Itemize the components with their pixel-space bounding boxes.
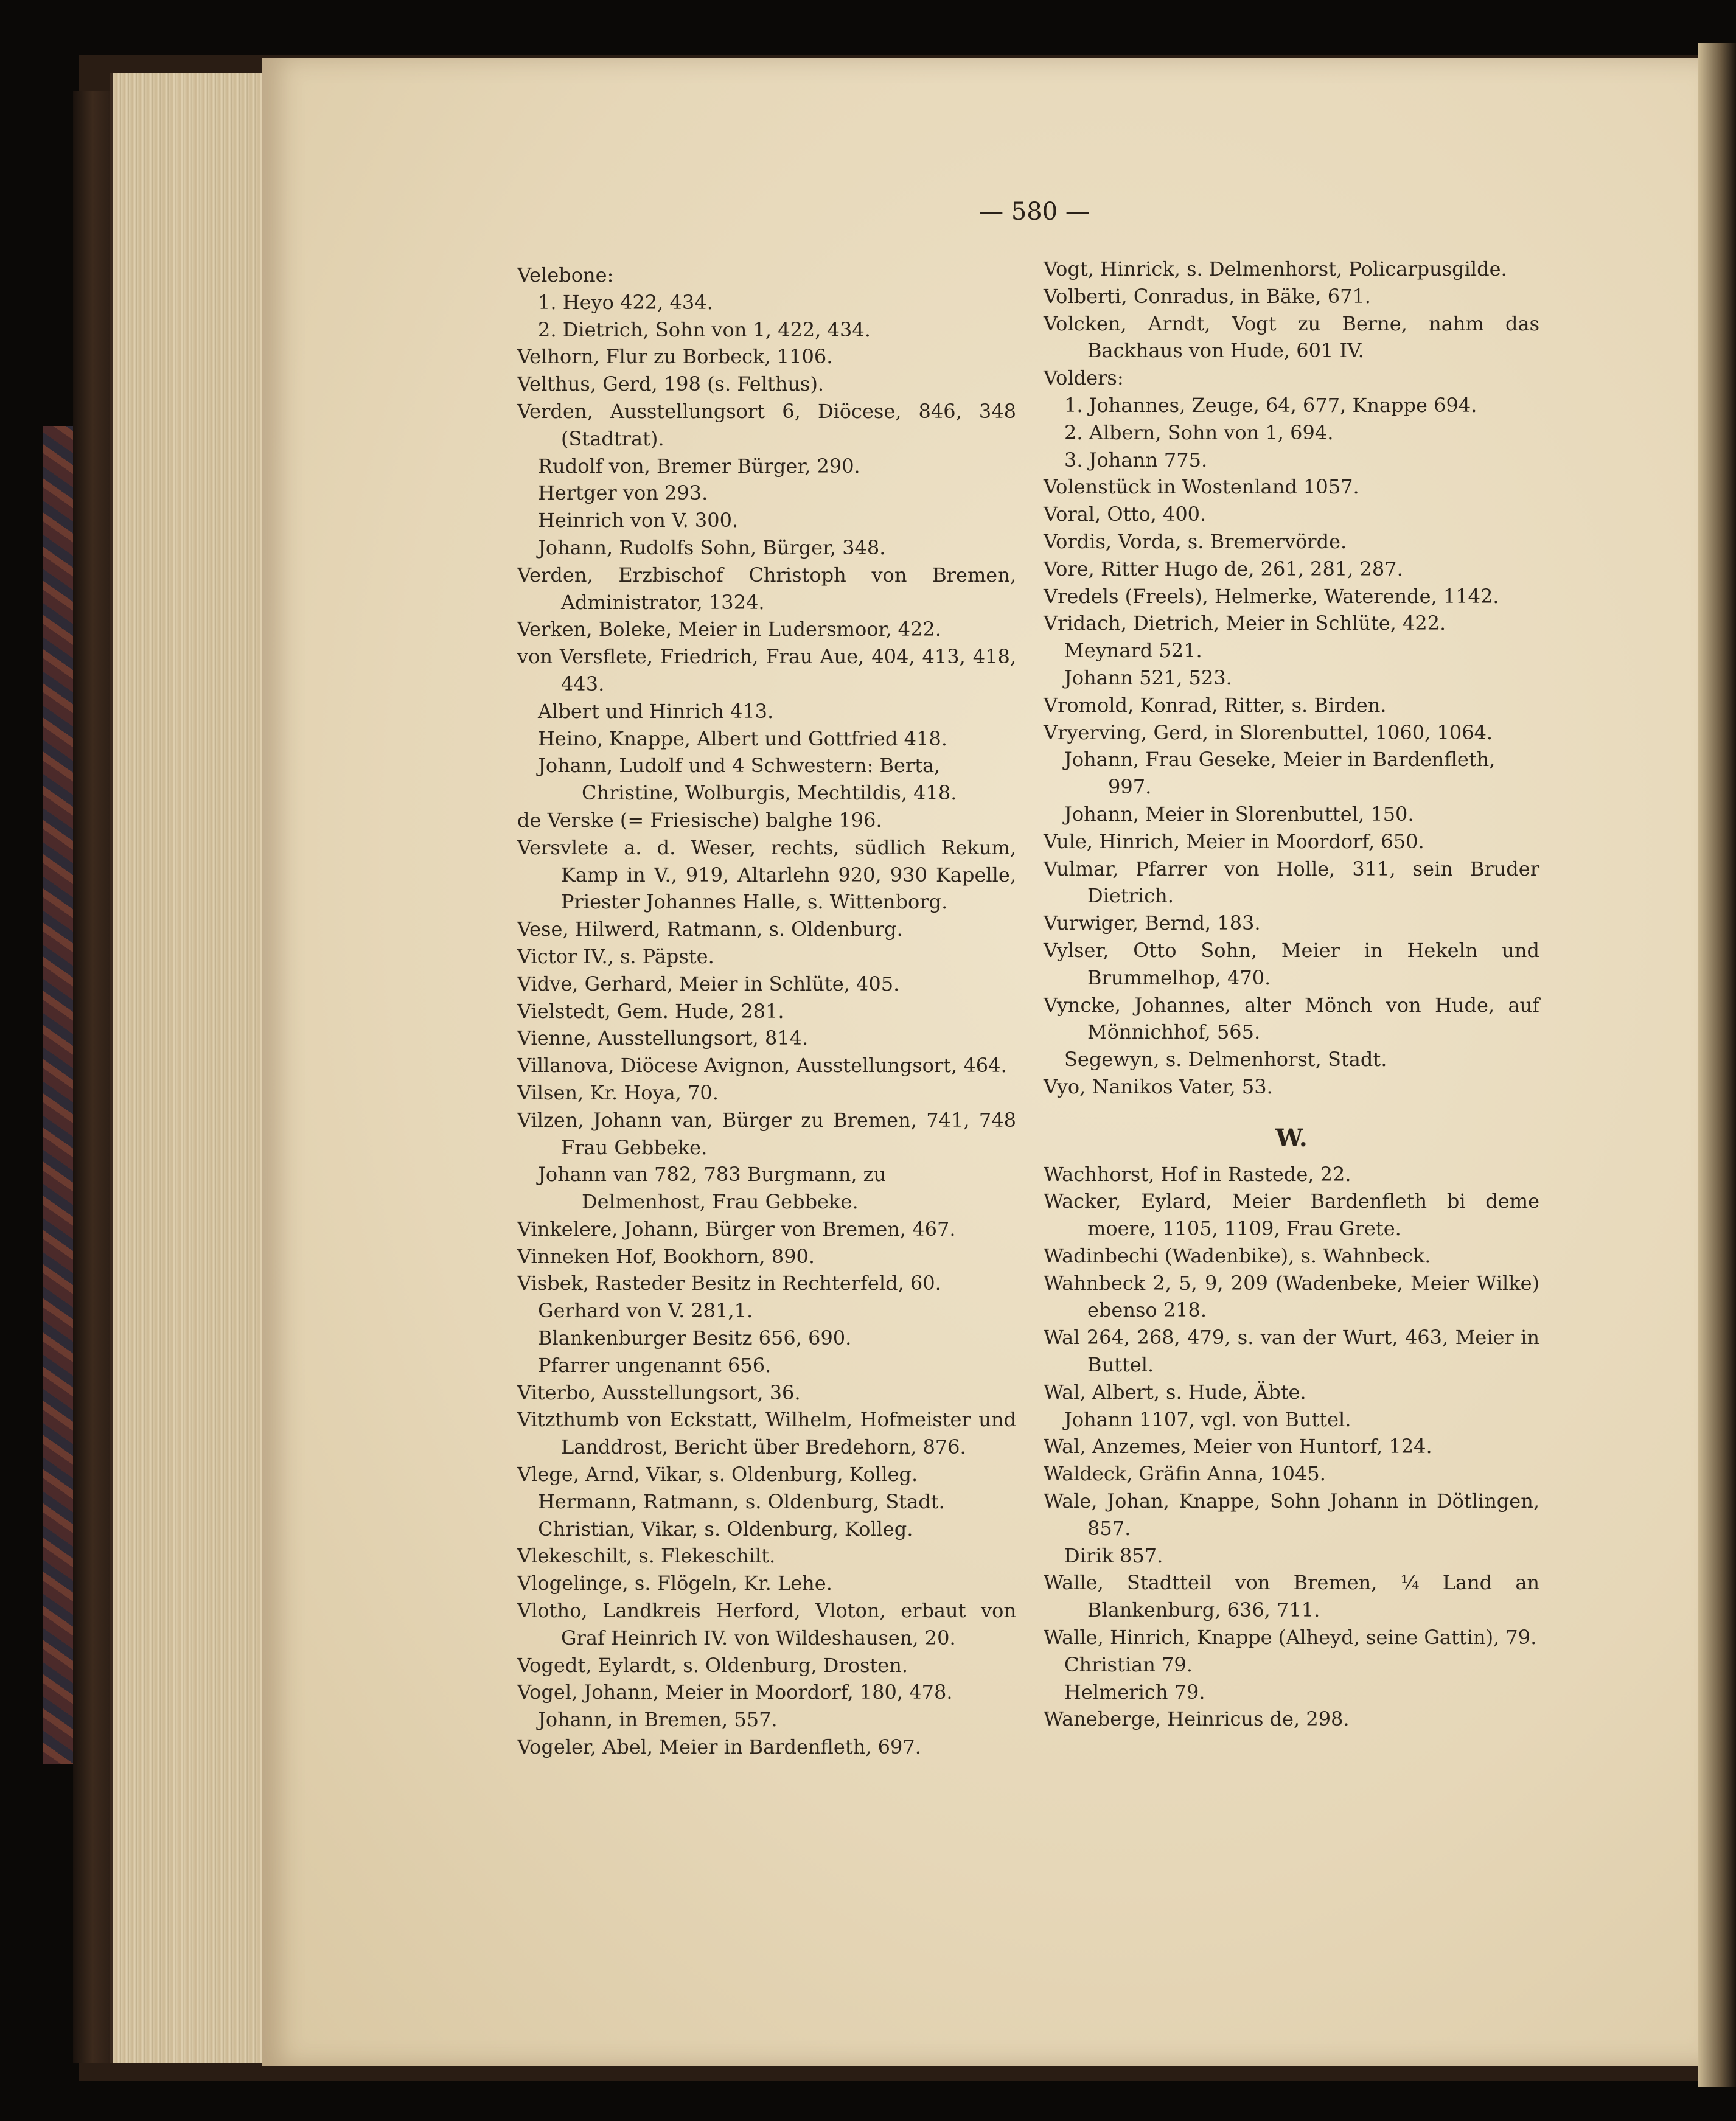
index-entry: Vinneken Hof, Bookhorn, 890.: [517, 1244, 815, 1268]
index-entry: Wal 264, 268, 479, s. van der Wurt, 463, Meier in Buttel.: [1044, 1326, 1539, 1377]
index-entry: Vienne, Ausstellungsort, 814.: [517, 1026, 809, 1050]
index-entry: Wachhorst, Hof in Rastede, 22.: [1044, 1162, 1351, 1186]
index-subentry: Meynard 521.: [1064, 639, 1202, 663]
index-subentry: Gerhard von V. 281,1.: [538, 1299, 753, 1323]
index-subentry: Blankenburger Besitz 656, 690.: [538, 1326, 852, 1350]
index-entry: de Verske (= Friesische) balghe 196.: [517, 808, 882, 832]
index-entry: Vilzen, Johann van, Bürger zu Bremen, 741, 748 Frau Gebbeke.: [517, 1108, 1016, 1159]
index-entry: Volcken, Arndt, Vogt zu Berne, nahm das Backhaus von Hude, 601 IV.: [1044, 312, 1539, 363]
index-entry: Walle, Hinrich, Knappe (Alheyd, seine Gattin), 79.: [1044, 1626, 1537, 1649]
index-entry: Wal, Anzemes, Meier von Huntorf, 124.: [1044, 1435, 1432, 1458]
index-entry: Villanova, Diöcese Avignon, Ausstellungsort, 464.: [517, 1054, 1007, 1078]
index-entry: Vogeler, Abel, Meier in Bardenfleth, 697.: [517, 1735, 921, 1759]
index-entry: Wacker, Eylard, Meier Bardenfleth bi deme moere, 1105, 1109, Frau Grete.: [1044, 1189, 1539, 1241]
page-number: — 580 —: [979, 198, 1090, 226]
facing-page-edge: [1698, 43, 1736, 2087]
index-subentry: Johann, in Bremen, 557.: [538, 1708, 778, 1732]
index-entry: Wal, Albert, s. Hude, Äbte.: [1044, 1380, 1306, 1404]
index-entry: Vylser, Otto Sohn, Meier in Hekeln und Brummelhop, 470.: [1044, 938, 1539, 989]
index-column-left: [517, 262, 1016, 1761]
index-entry: Vinkelere, Johann, Bürger von Bremen, 467.: [517, 1217, 956, 1241]
index-entry: Vlotho, Landkreis Herford, Vloton, erbaut von Graf Heinrich IV. von Wildeshausen, 20.: [517, 1599, 1016, 1649]
index-entry: Vidve, Gerhard, Meier in Schlüte, 405.: [517, 972, 900, 995]
index-subentry: Christian 79.: [1064, 1653, 1193, 1676]
index-entry: Vielstedt, Gem. Hude, 281.: [517, 999, 784, 1023]
index-entry: Vogel, Johann, Meier in Moordorf, 180, 478.: [517, 1680, 953, 1704]
index-subentry: Rudolf von, Bremer Bürger, 290.: [538, 454, 860, 478]
index-entry: Vogedt, Eylardt, s. Oldenburg, Drosten.: [517, 1653, 908, 1677]
index-entry: Vitzthumb von Eckstatt, Wilhelm, Hofmeister und Landdrost, Bericht über Bredehorn, 876.: [517, 1408, 1016, 1459]
index-entry: Vryerving, Gerd, in Slorenbuttel, 1060, 1064.: [1044, 720, 1493, 744]
index-entry: Volenstück in Wostenland 1057.: [1044, 475, 1359, 499]
index-entry: Vyo, Nanikos Vater, 53.: [1044, 1074, 1273, 1098]
index-subentry: Johann 1107, vgl. von Buttel.: [1064, 1407, 1351, 1431]
index-entry: Vlogelinge, s. Flögeln, Kr. Lehe.: [517, 1572, 832, 1595]
index-entry: Vordis, Vorda, s. Bremervörde.: [1044, 529, 1347, 553]
index-column-right: [1044, 256, 1539, 1733]
index-subentry: Heinrich von V. 300.: [538, 509, 739, 532]
index-subentry: Johann, Meier in Slorenbuttel, 150.: [1064, 802, 1414, 826]
index-entry: Vyncke, Johannes, alter Mönch von Hude, auf Mönnichhof, 565.: [1044, 993, 1539, 1044]
index-entry: Waneberge, Heinricus de, 298.: [1044, 1707, 1350, 1731]
index-entry: Vlekeschilt, s. Flekeschilt.: [517, 1544, 776, 1568]
index-subentry: 2. Albern, Sohn von 1, 694.: [1064, 420, 1334, 444]
index-entry: Volders:: [1044, 366, 1124, 390]
index-subentry: Johann van 782, 783 Burgmann, zu Delmenhost, Frau Gebbeke.: [538, 1163, 887, 1214]
index-entry: Verden, Ausstellungsort 6, Diöcese, 846, 348 (Stadtrat).: [517, 399, 1016, 450]
index-subentry: 1. Heyo 422, 434.: [538, 290, 713, 314]
index-entry: Vese, Hilwerd, Ratmann, s. Oldenburg.: [517, 918, 903, 941]
index-entry: Viterbo, Ausstellungsort, 36.: [517, 1381, 801, 1404]
index-subentry: Christian, Vikar, s. Oldenburg, Kolleg.: [538, 1517, 913, 1541]
index-entry: Verden, Erzbischof Christoph von Bremen, Administrator, 1324.: [517, 563, 1016, 614]
index-entry: Vredels (Freels), Helmerke, Waterende, 1142.: [1044, 584, 1499, 608]
index-subentry: 1. Johannes, Zeuge, 64, 677, Knappe 694.: [1064, 393, 1477, 417]
index-entry: Vule, Hinrich, Meier in Moordorf, 650.: [1044, 829, 1424, 853]
index-subentry: Johann, Ludolf und 4 Schwestern: Berta, Christine, Wolburgis, Mechtildis, 418.: [538, 754, 957, 805]
index-subentry: Johann, Frau Geseke, Meier in Bardenfleth, 997.: [1064, 748, 1496, 799]
index-entry: Velhorn, Flur zu Borbeck, 1106.: [517, 345, 833, 369]
index-entry: Velthus, Gerd, 198 (s. Felthus).: [517, 372, 824, 396]
index-subentry: Hermann, Ratmann, s. Oldenburg, Stadt.: [538, 1489, 945, 1513]
index-entry: Vromold, Konrad, Ritter, s. Birden.: [1044, 693, 1387, 717]
index-subentry: 3. Johann 775.: [1064, 448, 1208, 472]
index-entry: Visbek, Rasteder Besitz in Rechterfeld, 60.: [517, 1272, 941, 1295]
index-entry: Vlege, Arnd, Vikar, s. Oldenburg, Kolleg.: [517, 1463, 918, 1486]
index-subentry: Dirik 857.: [1064, 1544, 1163, 1567]
index-subentry: Albert und Hinrich 413.: [538, 699, 774, 723]
index-entry: Verken, Boleke, Meier in Ludersmoor, 422.: [517, 618, 941, 641]
index-entry: Vurwiger, Bernd, 183.: [1044, 911, 1261, 935]
index-subentry: Heino, Knappe, Albert und Gottfried 418.: [538, 726, 947, 750]
index-entry: Wahnbeck 2, 5, 9, 209 (Wadenbeke, Meier Wilke) ebenso 218.: [1044, 1271, 1539, 1322]
index-subentry: Hertger von 293.: [538, 481, 708, 505]
index-entry: Vridach, Dietrich, Meier in Schlüte, 422.: [1044, 611, 1446, 635]
index-entry: Vogt, Hinrick, s. Delmenhorst, Policarpusgilde.: [1044, 257, 1507, 280]
index-subentry: Johann 521, 523.: [1064, 666, 1232, 689]
index-entry: Velebone:: [517, 263, 614, 287]
index-entry: Waldeck, Gräfin Anna, 1045.: [1044, 1462, 1326, 1486]
index-entry: Volberti, Conradus, in Bäke, 671.: [1044, 284, 1371, 308]
index-subentry: Helmerich 79.: [1064, 1680, 1205, 1704]
index-entry: Wadinbechi (Wadenbike), s. Wahnbeck.: [1044, 1244, 1431, 1267]
index-subentry: Johann, Rudolfs Sohn, Bürger, 348.: [538, 535, 886, 559]
index-entry: Vilsen, Kr. Hoya, 70.: [517, 1081, 719, 1104]
index-subentry: Pfarrer ungenannt 656.: [538, 1353, 772, 1377]
index-entry: Victor IV., s. Päpste.: [517, 944, 714, 968]
index-entry: von Versflete, Friedrich, Frau Aue, 404, 413, 418, 443.: [517, 645, 1016, 695]
index-entry: Walle, Stadtteil von Bremen, ¼ Land an Blankenburg, 636, 711.: [1044, 1571, 1539, 1622]
index-subentry: 2. Dietrich, Sohn von 1, 422, 434.: [538, 318, 871, 341]
index-subentry: Segewyn, s. Delmenhorst, Stadt.: [1064, 1048, 1387, 1071]
index-entry: Wale, Johan, Knappe, Sohn Johann in Dötlingen, 857.: [1044, 1489, 1539, 1540]
index-entry: Versvlete a. d. Weser, rechts, südlich Rekum, Kamp in V., 919, Altarlehn 920, 930 Kapelle, Priester Johannes Halle, s. Wittenborg.: [517, 835, 1016, 914]
index-entry: Voral, Otto, 400.: [1044, 503, 1207, 526]
letter-heading: W.: [1275, 1123, 1308, 1152]
index-entry: Vore, Ritter Hugo de, 261, 281, 287.: [1044, 557, 1403, 580]
index-entry: Vulmar, Pfarrer von Holle, 311, sein Bruder Dietrich.: [1044, 857, 1539, 908]
